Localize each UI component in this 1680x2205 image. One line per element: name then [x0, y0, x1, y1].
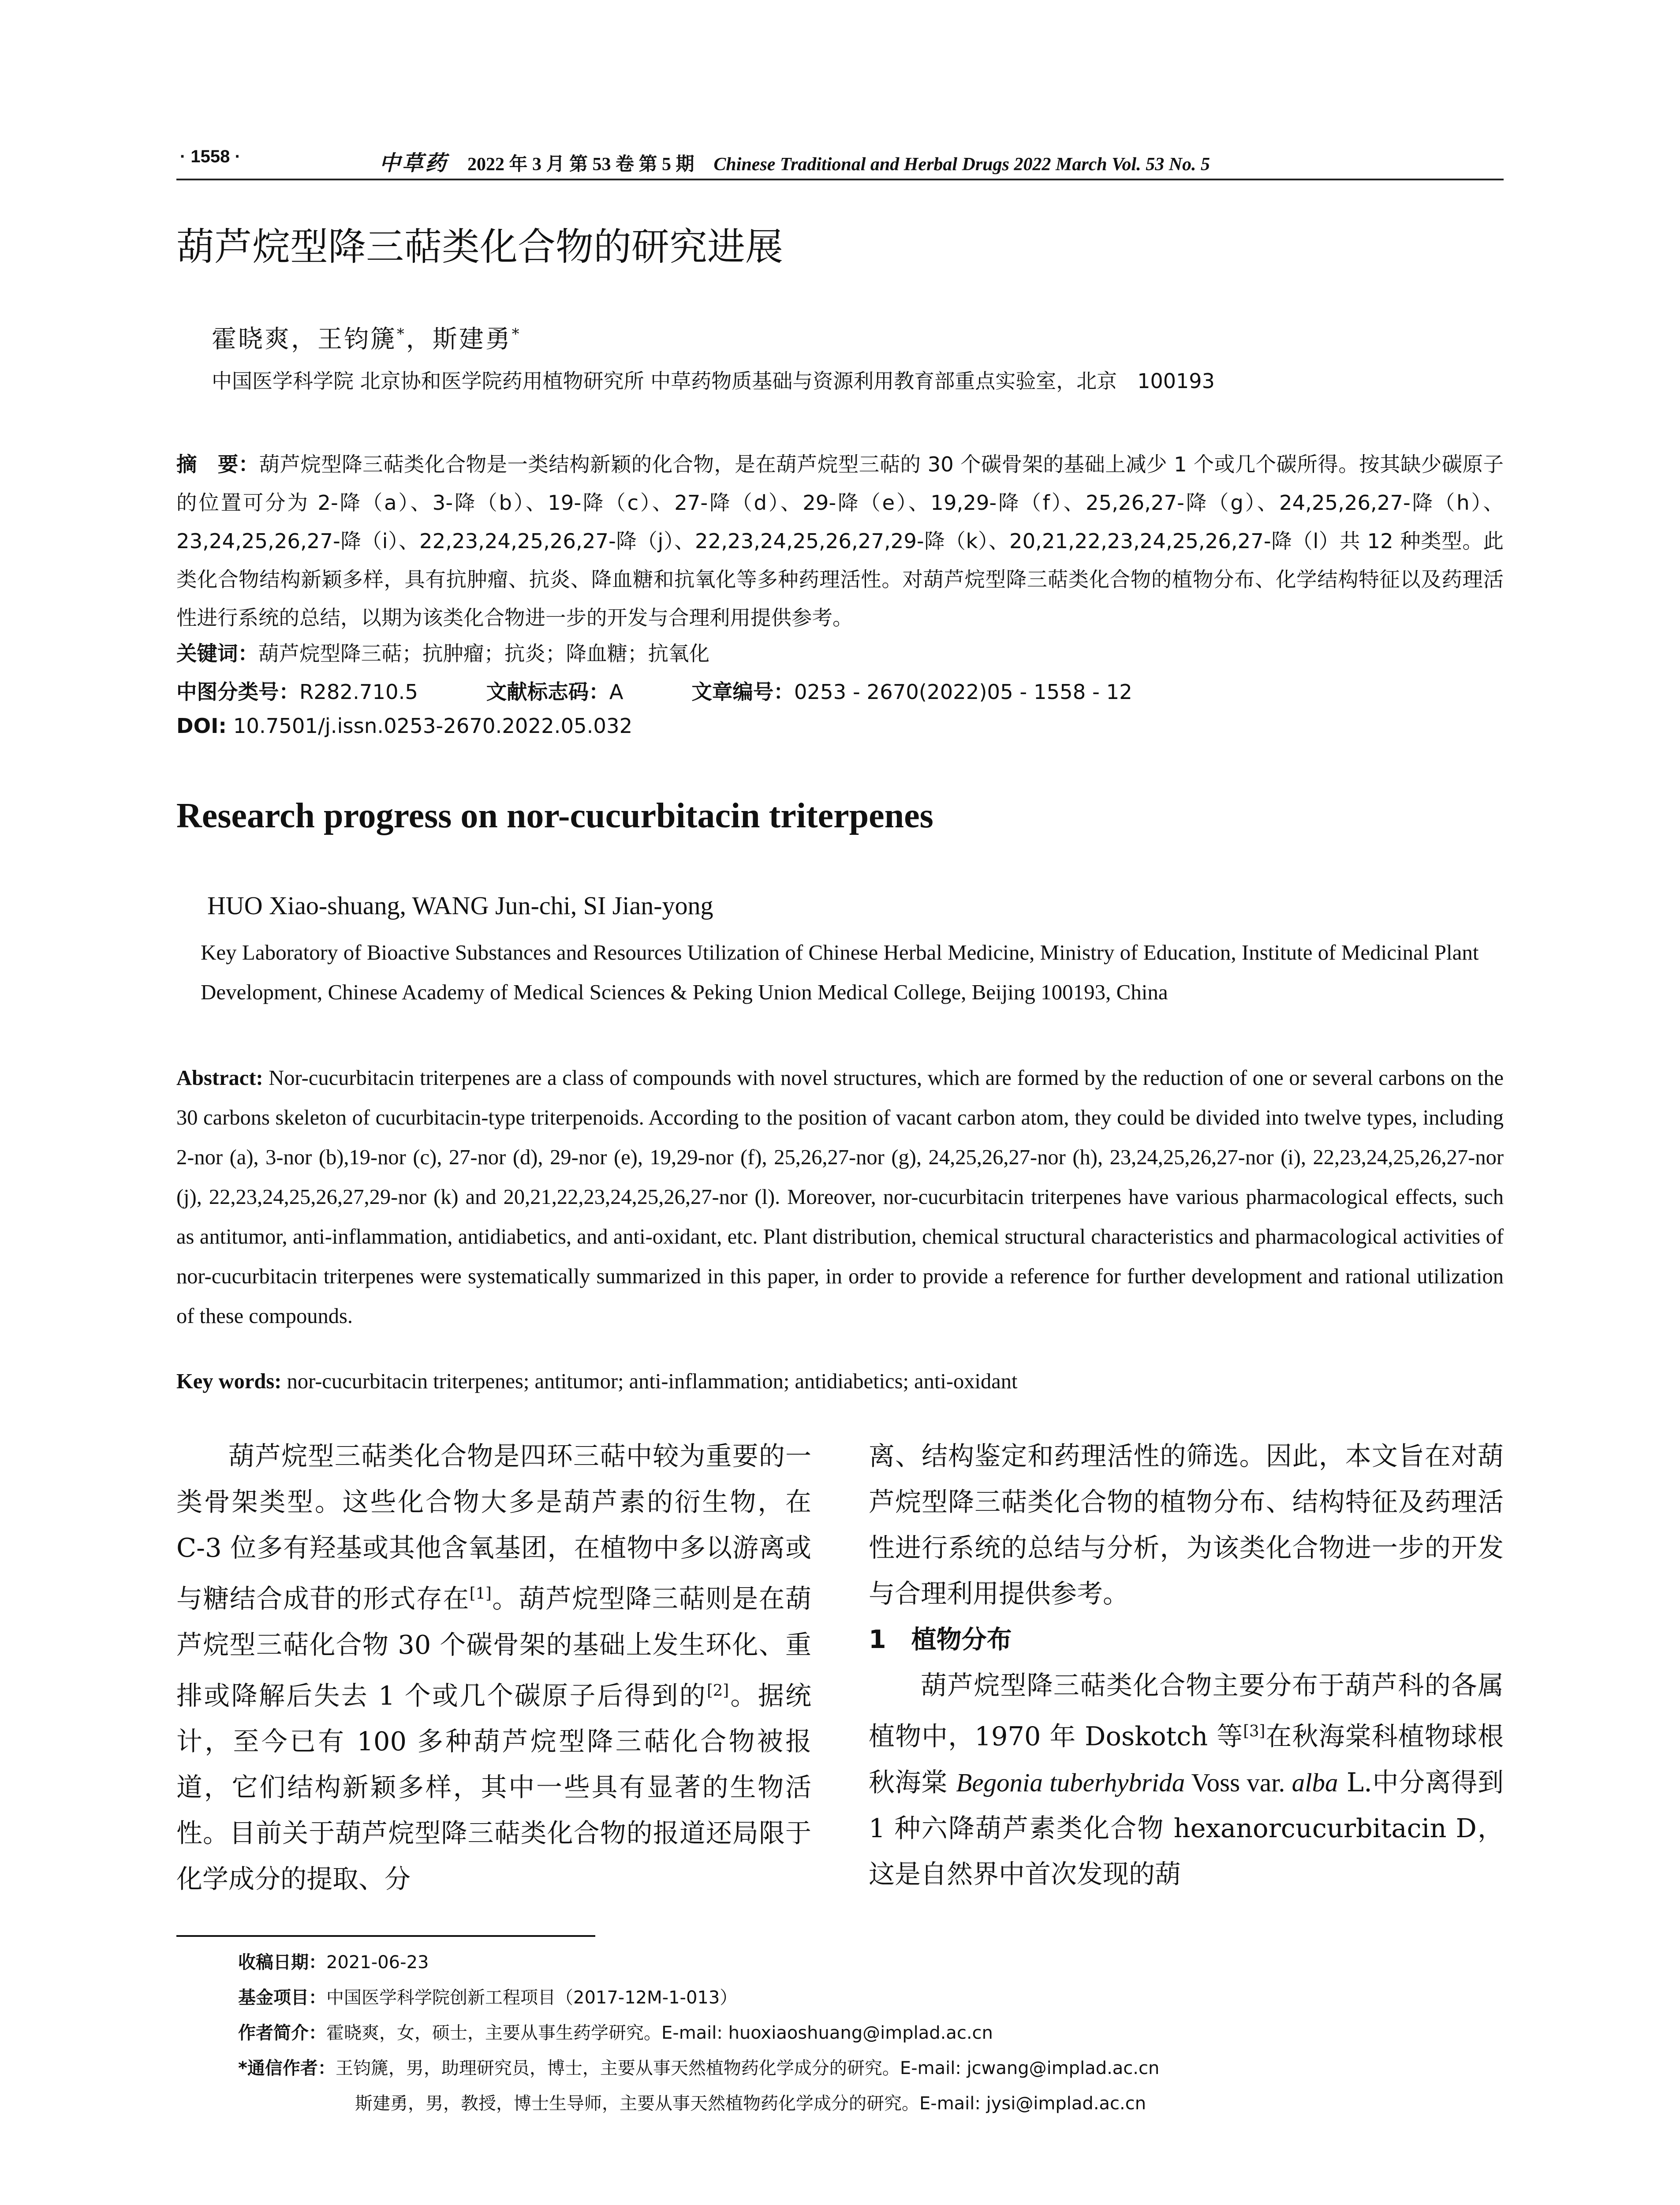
authors-cn	[212, 320, 521, 355]
body-text: 。葫芦烷型降三萜则是在葫芦烷型三萜化合物 30 个碳骨架的基础上发生环化、重排或降解后失去 1 个或几个碳原子后得到的	[176, 1583, 811, 1711]
doc-code-label: 文献标志码：	[486, 680, 609, 704]
corresponding-mark: *	[511, 325, 521, 343]
clc-value: R282.710.5	[299, 680, 418, 704]
footnote-text: 中国医学科学院创新工程项目（2017-12M-1-013）	[326, 1988, 738, 2008]
body-paragraph	[869, 1433, 1504, 1617]
author-cn-1: 霍晓爽，王钧篪	[212, 325, 397, 354]
body-text: 离、结构鉴定和药理活性的筛选。因此，本文旨在对葫芦烷型降三萜类化合物的植物分布、结构特征及药理活性进行系统的总结与分析，为该类化合物进一步的开发与合理利用提供参考。	[869, 1441, 1504, 1609]
body-column-right	[869, 1433, 1504, 1897]
issue-en: Chinese Traditional and Herbal Drugs 2022 March Vol. 53 No. 5	[713, 154, 1210, 175]
abstract-en-label: Abstract:	[176, 1066, 263, 1090]
doc-code-value: A	[609, 680, 623, 704]
corresponding-mark: *	[397, 325, 406, 343]
keywords-cn-text: 葫芦烷型降三萜；抗肿瘤；抗炎；降血糖；抗氧化	[258, 642, 709, 665]
authors-en: HUO Xiao-shuang, WANG Jun-chi, SI Jian-yong	[207, 891, 713, 920]
body-text: 葫芦烷型三萜类化合物是四环三萜中较为重要的一类骨架类型。这些化合物大多是葫芦素的衍生物，在 C-3 位多有羟基或其他含氧基团，在植物中多以游离或与糖结合成苷的形式存在	[176, 1441, 811, 1614]
body-text: Voss var.	[1185, 1768, 1292, 1797]
footnote-received	[238, 1948, 429, 1973]
variety-name: alba	[1292, 1768, 1338, 1797]
footnote-corresponding-1	[238, 2054, 1159, 2079]
abstract-cn-text: 葫芦烷型降三萜类化合物是一类结构新颖的化合物，是在葫芦烷型三萜的 30 个碳骨架的基础上减少 1 个或几个碳所得。按其缺少碳原子的位置可分为 2-降（a）、3-降（b）、19-降（c）、27-降（d）、29-降（e）、19,29-降（f）、25,26,27-降（g）、24,25,26,27-降（h）、23,24,25,26,27-降（i）、22,23,24,25,26,27-降（j）、22,23,24,25,26,27,29-降（k）、20,21,22,23,24,25,26,27-降（l）共 12 种类型。此类化合物结构新颖多样，具有抗肿瘤、抗炎、降血糖和抗氧化等多种药理活性。对葫芦烷型降三萜类化合物的植物分布、化学结构特征以及药理活性进行系统的总结，以期为该类化合物进一步的开发与合理利用提供参考。	[176, 452, 1504, 630]
page-number: · 1558 ·	[180, 147, 241, 166]
keywords-en	[176, 1369, 1018, 1394]
running-header	[176, 143, 1504, 180]
keywords-en-text: nor-cucurbitacin triterpenes; antitumor; anti-inflammation; antidiabetics; anti-oxidant	[281, 1370, 1018, 1393]
journal-issue-line	[379, 146, 1210, 176]
body-text: 。据统计，至今已有 100 多种葫芦烷型降三萜化合物被报道，它们结构新颖多样，其中一些具有显著的生物活性。目前关于葫芦烷型降三萜类化合物的报道还局限于化学成分的提取、分	[176, 1680, 811, 1895]
doi-label: DOI:	[176, 714, 227, 738]
body-paragraph	[176, 1433, 811, 1902]
citation-ref-1[interactable]: [1]	[469, 1585, 492, 1603]
title-cn: 葫芦烷型降三萜类化合物的研究进展	[176, 225, 783, 269]
citation-ref-3[interactable]: [3]	[1243, 1722, 1266, 1740]
doi-value[interactable]: 10.7501/j.issn.0253-2670.2022.05.032	[233, 714, 633, 738]
section-number: 1	[869, 1625, 886, 1654]
journal-logo: 中草药	[379, 151, 448, 176]
classification-line	[176, 676, 1132, 705]
body-text: 葫芦烷型降三萜类化合物主要分布于葫芦科的各属植物中，1970 年 Doskotch 等	[869, 1670, 1504, 1752]
issue-cn: 2022 年 3 月 第 53 卷 第 5 期	[467, 154, 694, 175]
footnote-label: 基金项目：	[238, 1988, 326, 2008]
footnote-text: 斯建勇，男，教授，博士生导师，主要从事天然植物药化学成分的研究。E-mail: jysi@implad.ac.cn	[355, 2093, 1146, 2114]
citation-ref-2[interactable]: [2]	[706, 1681, 729, 1700]
footnote-text: 2021-06-23	[326, 1952, 429, 1973]
footnote-text: 霍晓爽，女，硕士，主要从事生药学研究。E-mail: huoxiaoshuang@implad.ac.cn	[326, 2023, 993, 2043]
footnote-rule	[176, 1935, 595, 1937]
author-cn-2: ，斯建勇	[406, 325, 512, 354]
keywords-cn-label: 关键词：	[176, 642, 258, 665]
doi-line	[176, 714, 632, 738]
species-name: Begonia tuberhybrida	[956, 1768, 1185, 1797]
body-text: 在秋海棠科植物球根秋海棠	[869, 1721, 1504, 1798]
affiliation-cn: 中国医学科学院 北京协和医学院药用植物研究所 中草药物质基础与资源利用教育部重点实验室，北京 100193	[212, 369, 1215, 393]
abstract-en	[176, 1058, 1504, 1336]
clc-label: 中图分类号：	[176, 680, 299, 704]
footnote-corresponding-2	[355, 2089, 1146, 2115]
footnote-label: 作者简介：	[238, 2023, 326, 2043]
section-title: 植物分布	[911, 1625, 1012, 1654]
keywords-cn	[176, 637, 709, 667]
body-text: L.中分离得到 1 种六降葫芦素类化合物 hexanorcucurbitacin D，这是自然界中首次发现的葫	[869, 1767, 1504, 1889]
abstract-cn-label: 摘 要：	[176, 452, 259, 476]
footnote-text: 王钧篪，男，助理研究员，博士，主要从事天然植物药化学成分的研究。E-mail: jcwang@implad.ac.cn	[335, 2058, 1160, 2078]
abstract-en-text: Nor-cucurbitacin triterpenes are a class of compounds with novel structures, which are formed by the reduction of one or several carbons on the 30 carbons skeleton of cucurbitacin-type triterpenoids. According to the position of vacant carbon atom, they could be divided into twelve types, including 2-nor (a), 3-nor (b),19-nor (c), 27-nor (d), 29-nor (e), 19,29-nor (f), 25,26,27-nor (g), 24,25,26,27-nor (h), 23,24,25,26,27-nor (i), 22,23,24,25,26,27-nor (j), 22,23,24,25,26,27,29-nor (k) and 20,21,22,23,24,25,26,27-nor (l). Moreover, nor-cucurbitacin triterpenes have various pharmacological effects, such as antitumor, anti-inflammation, antidiabetics, and anti-oxidant, etc. Plant distribution, chemical structural characteristics and pharmacological activities of nor-cucurbitacin triterpenes were systematically summarized in this paper, in order to provide a reference for further development and rational utilization of these compounds.	[176, 1066, 1504, 1328]
affiliation-en: Key Laboratory of Bioactive Substances and Resources Utilization of Chinese Herbal Medicine, Ministry of Education, Institute of Medicinal Plant Development, Chinese Academy of Medical Sciences & Peking Union Medical College, Beijing 100193, China	[201, 940, 1479, 1004]
title-en: Research progress on nor-cucurbitacin triterpenes	[176, 796, 933, 835]
keywords-en-label: Key words:	[176, 1370, 282, 1393]
article-number-label: 文章编号：	[691, 680, 794, 704]
body-column-left	[176, 1433, 811, 1902]
footnote-label: 收稿日期：	[238, 1952, 326, 1973]
footnote-label: *通信作者：	[238, 2058, 336, 2078]
section-heading	[869, 1617, 1504, 1663]
footnote-fund	[238, 1984, 737, 2009]
article-number-value: 0253 - 2670(2022)05 - 1558 - 12	[794, 680, 1132, 704]
body-paragraph	[869, 1663, 1504, 1897]
abstract-cn	[176, 445, 1504, 637]
footnote-author-bio	[238, 2019, 993, 2044]
